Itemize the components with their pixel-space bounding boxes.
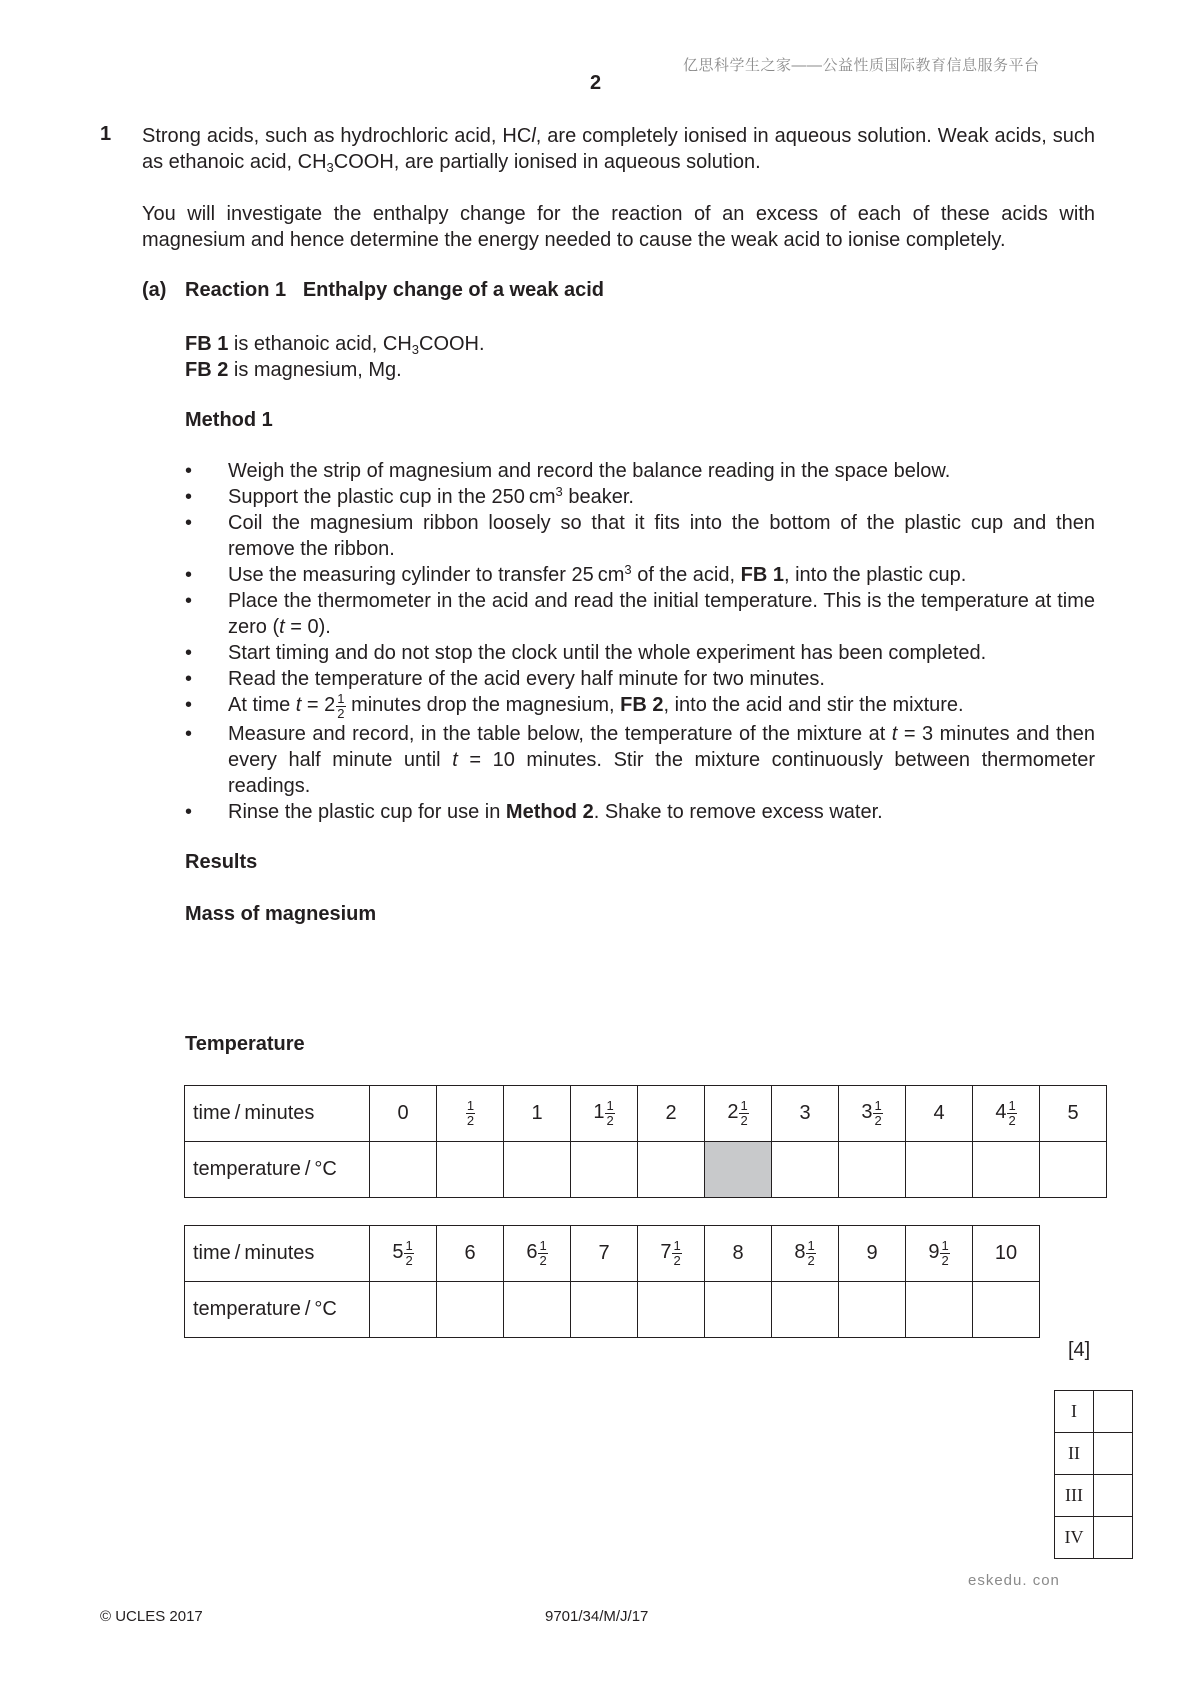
table-row: [1055, 1391, 1133, 1433]
time-cell: 4: [906, 1086, 973, 1142]
bullet-icon: •: [185, 512, 193, 534]
intro-paragraph-2: You will investigate the enthalpy change for the reaction of an excess of each of these acids with magnesium and hence determine the energy needed to cause the weak acid to ionise completely.: [142, 203, 1095, 251]
temperature-heading: Temperature: [185, 1033, 305, 1055]
table-row-time: [185, 1226, 1040, 1282]
temperature-label: temperature / °C: [185, 1142, 370, 1198]
temperature-entry[interactable]: [370, 1142, 437, 1198]
bullet-icon: •: [185, 564, 193, 586]
list-item: • At time t = 2 $\frac{1}{2}$ minutes drop the magnesium, FB 2, into the acid and stir the mixture.: [185, 691, 964, 721]
temperature-label: temperature / °C: [185, 1282, 370, 1338]
mark-box-entry[interactable]: [1094, 1517, 1133, 1559]
time-cell: 5: [1040, 1086, 1107, 1142]
temperature-entry[interactable]: [839, 1282, 906, 1338]
method-heading: Method 1: [185, 409, 273, 431]
time-cell: 6: [437, 1226, 504, 1282]
half-fraction: $\frac{1}{2}$: [874, 1098, 882, 1128]
method-steps: [185, 458, 1095, 825]
table-row-temperature: [185, 1282, 1040, 1338]
fb1-line: FB 1 is ethanoic acid, $CH_3COOH$.: [185, 333, 485, 357]
mark-box-label: I: [1055, 1391, 1094, 1433]
watermark-bottom: eskedu. con: [968, 1572, 1060, 1589]
time-cell: 10: [973, 1226, 1040, 1282]
table-row: [1055, 1517, 1133, 1559]
temperature-entry[interactable]: [772, 1142, 839, 1198]
fb2-line: FB 2 is magnesium, Mg.: [185, 359, 402, 381]
list-item: • Measure and record, in the table below, the temperature of the mixture at t = 3 minutes and then every half minute until t = 10 minutes. Stir the mixture continuously between thermometer readings.: [185, 723, 1095, 797]
half-fraction: $\frac{1}{2}$: [941, 1238, 949, 1268]
marks-available: [4]: [1068, 1339, 1091, 1361]
bullet-icon: •: [185, 642, 193, 664]
time-cell: 2: [638, 1086, 705, 1142]
time-cell: 1 $\frac{1}{2}$: [571, 1086, 638, 1142]
bullet-icon: •: [185, 486, 193, 508]
mark-box-entry[interactable]: [1094, 1391, 1133, 1433]
table-row-time: [185, 1086, 1107, 1142]
temperature-entry[interactable]: [571, 1282, 638, 1338]
temperature-entry[interactable]: [571, 1142, 638, 1198]
half-fraction: $\frac{1}{2}$: [807, 1238, 815, 1268]
mark-box-label: IV: [1055, 1517, 1094, 1559]
list-item: • Support the plastic cup in the 250 $cm^3$ beaker.: [185, 484, 634, 508]
half-fraction: $\frac{1}{2}$: [740, 1098, 748, 1128]
time-cell: 1: [504, 1086, 571, 1142]
temperature-entry[interactable]: [437, 1282, 504, 1338]
bullet-icon: •: [185, 668, 193, 690]
temperature-entry[interactable]: [705, 1282, 772, 1338]
temperature-entry[interactable]: [772, 1282, 839, 1338]
half-fraction: $\frac{1}{2}$: [606, 1098, 614, 1128]
temperature-table-1: [184, 1085, 1107, 1198]
bullet-icon: •: [185, 801, 193, 823]
time-cell: 3: [772, 1086, 839, 1142]
temperature-entry[interactable]: [906, 1142, 973, 1198]
temperature-entry[interactable]: [638, 1282, 705, 1338]
footer-copyright: © UCLES 2017: [100, 1608, 203, 1625]
footer-paper-code: 9701/34/M/J/17: [545, 1608, 649, 1625]
time-label: time / minutes: [185, 1226, 370, 1282]
temperature-entry[interactable]: [973, 1142, 1040, 1198]
question-number: 1: [100, 123, 112, 145]
time-cell: 4 $\frac{1}{2}$: [973, 1086, 1040, 1142]
temperature-entry[interactable]: [1040, 1142, 1107, 1198]
list-item: • Use the measuring cylinder to transfer 25 $cm^3$ of the acid, FB 1, into the plastic cup.: [185, 562, 967, 586]
temperature-entry[interactable]: [504, 1142, 571, 1198]
time-cell: 9: [839, 1226, 906, 1282]
half-fraction: $\frac{1}{2}$: [405, 1238, 413, 1268]
table-row: [1055, 1433, 1133, 1475]
half-fraction: $\frac{1}{2}$: [1008, 1098, 1016, 1128]
mark-box-entry[interactable]: [1094, 1433, 1133, 1475]
time-cell: 6 $\frac{1}{2}$: [504, 1226, 571, 1282]
temperature-entry[interactable]: [839, 1142, 906, 1198]
bullet-icon: •: [185, 460, 193, 482]
time-cell: 2 $\frac{1}{2}$: [705, 1086, 772, 1142]
time-cell: [437, 1086, 504, 1142]
time-label: time / minutes: [185, 1086, 370, 1142]
time-cell: 8 $\frac{1}{2}$: [772, 1226, 839, 1282]
time-cell: 5 $\frac{1}{2}$: [370, 1226, 437, 1282]
bullet-icon: •: [185, 723, 193, 745]
bullet-icon: •: [185, 590, 193, 612]
list-item: • Place the thermometer in the acid and read the initial temperature. This is the temperature at time zero (t = 0).: [185, 590, 1095, 638]
time-cell: 9 $\frac{1}{2}$: [906, 1226, 973, 1282]
list-item: • Rinse the plastic cup for use in Method 2. Shake to remove excess water.: [185, 801, 883, 823]
temperature-entry[interactable]: [973, 1282, 1040, 1338]
table-row: [1055, 1475, 1133, 1517]
mark-box-label: II: [1055, 1433, 1094, 1475]
temperature-entry[interactable]: [906, 1282, 973, 1338]
temperature-entry[interactable]: [370, 1282, 437, 1338]
part-a-title: Reaction 1 Enthalpy change of a weak acid: [185, 279, 605, 301]
list-item: • Read the temperature of the acid every half minute for two minutes.: [185, 668, 825, 690]
temperature-entry[interactable]: [638, 1142, 705, 1198]
part-a-label: (a): [142, 279, 167, 301]
time-cell: 0: [370, 1086, 437, 1142]
watermark-top: 亿思科学生之家——公益性质国际教育信息服务平台: [683, 57, 1040, 74]
bullet-icon: •: [185, 694, 193, 716]
time-cell: 7 $\frac{1}{2}$: [638, 1226, 705, 1282]
list-item: • Start timing and do not stop the clock until the whole experiment has been completed.: [185, 642, 987, 664]
list-item: • Coil the magnesium ribbon loosely so that it fits into the bottom of the plastic cup and then remove the ribbon.: [185, 512, 1095, 560]
half-fraction: $\frac{1}{2}$: [337, 691, 345, 721]
table-row-temperature: [185, 1142, 1107, 1198]
examiner-mark-box: [1054, 1390, 1133, 1559]
time-cell: 3 $\frac{1}{2}$: [839, 1086, 906, 1142]
page-number: 2: [589, 72, 602, 94]
temperature-table-2: [184, 1225, 1040, 1338]
intro-paragraph-1: Strong acids, such as hydrochloric acid, HCl, are completely ionised in aqueous solution. Weak acids, such as ethanoic acid, $CH_3COOH$, are partially ionised in aqueous solution.: [142, 125, 1096, 175]
mark-box-entry[interactable]: [1094, 1475, 1133, 1517]
mark-box-label: III: [1055, 1475, 1094, 1517]
temperature-entry[interactable]: [504, 1282, 571, 1338]
half-fraction: $\frac{1}{2}$: [466, 1098, 475, 1128]
temperature-entry[interactable]: [437, 1142, 504, 1198]
time-cell: 8: [705, 1226, 772, 1282]
time-cell: 7: [571, 1226, 638, 1282]
results-heading: Results: [185, 851, 258, 873]
list-item: • Weigh the strip of magnesium and record the balance reading in the space below.: [185, 460, 951, 482]
mass-heading: Mass of magnesium: [185, 903, 377, 925]
half-fraction: $\frac{1}{2}$: [539, 1238, 547, 1268]
shaded-cell: [705, 1142, 772, 1198]
half-fraction: $\frac{1}{2}$: [673, 1238, 681, 1268]
